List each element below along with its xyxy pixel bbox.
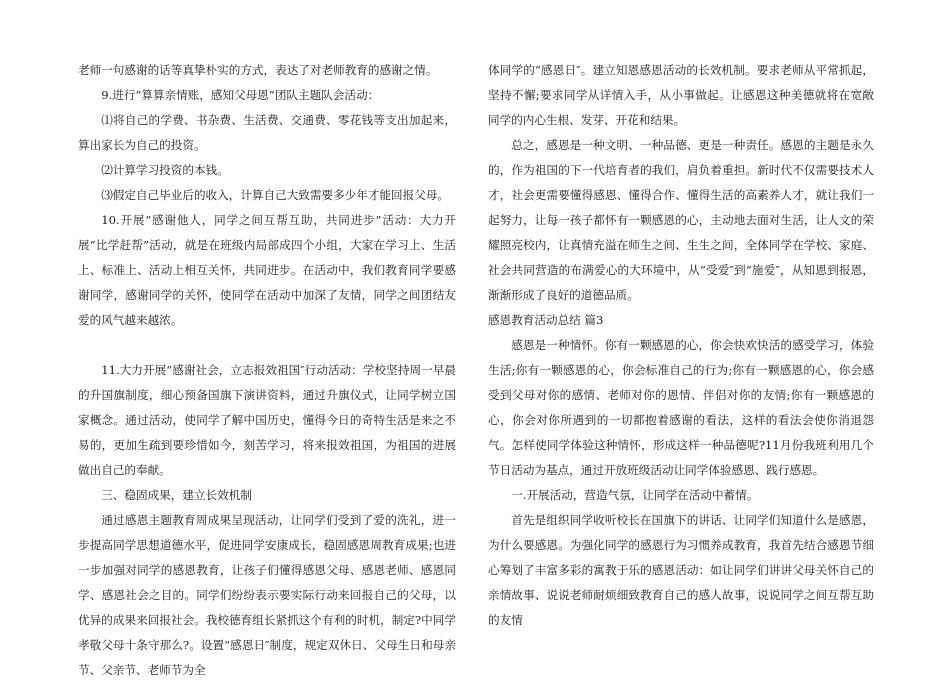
right-column: [488, 58, 874, 633]
paragraph: ⑶假定自己毕业后的收入，计算自己大致需要多少年才能回报父母。: [101, 188, 450, 202]
paragraph: 体同学的“感恩日″。建立知恩感恩活动的长效机制。要求老师从平常抓起，坚持不懈;要求同学从详情入手，从小事做起。让感恩这种美德就将在宽敞同学的内心生根、发芽、开花和结果。: [488, 63, 874, 127]
paragraph: 9.进行“算算亲情账，感知父母恩”团队主题队会活动：: [101, 88, 380, 102]
paragraph: ⑵计算学习投资的本钱。: [101, 163, 229, 177]
paragraph-spacer: [78, 333, 456, 358]
paragraph: 一.开展活动，营造气氛，让同学在活动中蓄情。: [511, 488, 759, 502]
paragraph: 通过感恩主题教育周成果呈现活动，让同学们受到了爱的洗礼，进一步提高同学思想道德水平，促进同学安康成长，稳固感恩周教育成果;也进一步加强对同学的感恩教育，让孩子们懂得感恩父母、感恩老师、感恩同学、感恩社会之目的。同学们纷纷表示要实际行动来回报自己的父母，以优异的成果来回报社会。我校德育组长紧抓这个有利的时机，制定?中同学孝敬父母十条守那么?。设置“感恩日″制度，规定双休日、父母生日和母亲节、父亲节、老师节为全: [78, 513, 456, 677]
paragraph: ⑴将自己的学费、书杂费、生活费、交通费、零花钱等支出加起来，算出家长为自己的投资。: [78, 113, 456, 152]
paragraph: 首先是组织同学收听校长在国旗下的讲话、让同学们知道什么是感恩，为什么要感恩。为强化同学的感恩行为习惯养成教育，我首先结合感恩节细心筹划了丰富多彩的寓教于乐的感恩活动：如让同学们讲讲父母关怀自己的亲情故事、说说老师耐烦细致教育自己的感人故事，说说同学之间互帮互助的友情: [488, 513, 874, 627]
paragraph: 10.开展“感谢他人，同学之间互帮互助，共同进步”活动：大力开展“比学赶帮”活动，就是在班级内局部成四个小组，大家在学习上、生活上、标准上、活动上相互关怀，共同进步。在活动中，我们教育同学要感谢同学，感谢同学的关怀，使同学在活动中加深了友情，同学之间团结友爱的风气越来越浓。: [78, 213, 456, 327]
paragraph: 感恩教育活动总结 篇3: [488, 313, 604, 327]
paragraph: 感恩是一种情怀。你有一颗感恩的心，你会快欢快活的感受学习，体验生活;你有一颗感恩的心，你会标准自己的行为;你有一颗感恩的心，你会感受到父母对你的感情、老师对你的恩情、伴侣对你的友情;你有一颗感恩的心，你会对你所遇到的一切都抱着感谢的看法，这样的看法会使你消退怨气。怎样使同学体验这种情怀，形成这样一种品德呢?11月份我班利用几个节日活动为基点，通过开放班级活动让同学体验感恩、践行感恩。: [488, 338, 874, 477]
left-column: [78, 58, 456, 683]
paragraph: 总之，感恩是一种文明、一种品德、更是一种责任。感恩的主题是永久的，作为祖国的下一代培育者的我们，肩负着重担。新时代不仅需要技术人才，社会更需要懂得感恩、懂得合作、懂得生活的高素养人才，就让我们一起努力，让每一孩子都怀有一颗感恩的心，主动地去面对生活，让人文的荣耀照亮校内，让真情充溢在师生之间、生生之间，全体同学在学校、家庭、社会共同营造的布满爱心的大环境中，从“受爱″到“施爱″，从知恩到报恩，渐渐形成了良好的道德品质。: [488, 138, 874, 302]
paragraph: 三、稳固成果，建立长效机制: [101, 488, 252, 502]
paragraph: 11.大力开展“感谢社会，立志报效祖国″行动活动：学校坚持周一早晨的升国旗制度，细心预备国旗下演讲资料，通过升旗仪式，让同学树立国家概念。通过活动，使同学了解中国历史，懂得今日的奇特生活是来之不易的，更加生疏到要珍惜如今，刻苦学习，将来报效祖国，为祖国的进展做出自己的奉献。: [78, 363, 456, 477]
paragraph: 老师一句感谢的话等真挚朴实的方式，表达了对老师教育的感谢之情。: [78, 63, 438, 77]
